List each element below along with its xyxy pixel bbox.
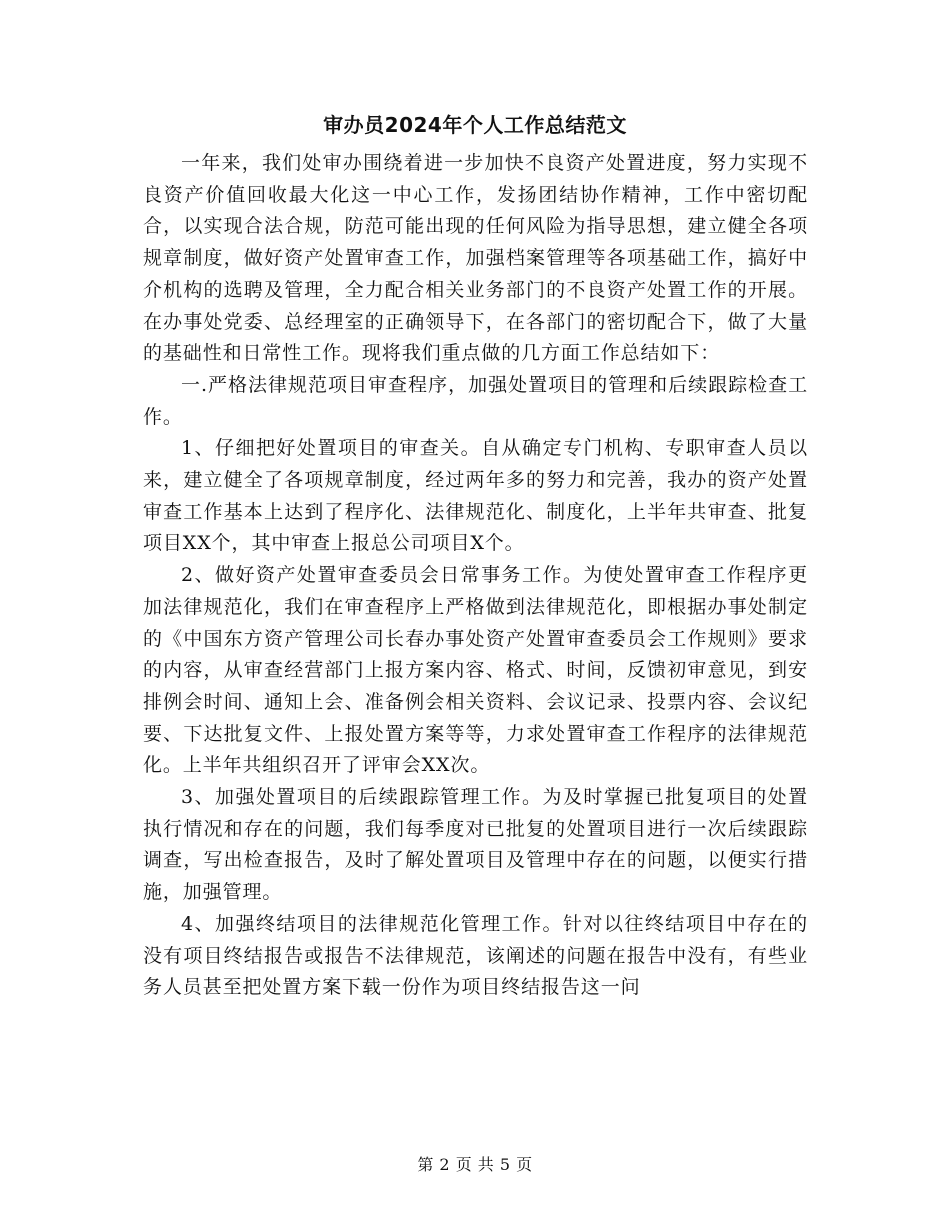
paragraph-item-4: 4、加强终结项目的法律规范化管理工作。针对以往终结项目中存在的没有项目终结报告或报告不法律规范，该阐述的问题在报告中没有，有些业务人员甚至把处置方案下载一份作为项目终结报告这一问 <box>143 912 808 999</box>
paragraph-section-1-heading: 一.严格法律规范项目审查程序，加强处置项目的管理和后续跟踪检查工作。 <box>143 373 808 428</box>
page-number-footer: 第 2 页 共 5 页 <box>417 1155 533 1174</box>
paragraph-item-3: 3、加强处置项目的后续跟踪管理工作。为及时掌握已批复项目的处置执行情况和存在的问题，我们每季度对已批复的处置项目进行一次后续跟踪调查，写出检查报告，及时了解处置项目及管理中存在的问题，以便实行措施，加强管理。 <box>143 786 808 904</box>
page-title: 审办员2024年个人工作总结范文 <box>323 113 627 137</box>
paragraph-item-1: 1、仔细把好处置项目的审查关。自从确定专门机构、专职审查人员以来，建立健全了各项规章制度，经过两年多的努力和完善，我办的资产处置审查工作基本上达到了程序化、法律规范化、制度化，上半年共审查、批复项目XX个，其中审查上报总公司项目X个。 <box>143 437 808 555</box>
document-body <box>143 148 808 1004</box>
paragraph-intro: 一年来，我们处审办围绕着进一步加快不良资产处置进度，努力实现不良资产价值回收最大化这一中心工作，发扬团结协作精神，工作中密切配合，以实现合法合规，防范可能出现的任何风险为指导思想，建立健全各项规章制度，做好资产处置审查工作，加强档案管理等各项基础工作，搞好中介机构的选聘及管理，全力配合相关业务部门的不良资产处置工作的开展。在办事处党委、总经理室的正确领导下，在各部门的密切配合下，做了大量的基础性和日常性工作。现将我们重点做的几方面工作总结如下： <box>143 152 808 365</box>
paragraph-item-2: 2、做好资产处置审查委员会日常事务工作。为使处置审查工作程序更加法律规范化，我们在审查程序上严格做到法律规范化，即根据办事处制定的《中国东方资产管理公司长春办事处资产处置审查委员会工作规则》要求的内容，从审查经营部门上报方案内容、格式、时间，反馈初审意见，到安排例会时间、通知上会、准备例会相关资料、会议记录、投票内容、会议纪要、下达批复文件、上报处置方案等等，力求处置审查工作程序的法律规范化。上半年共组织召开了评审会XX次。 <box>143 564 808 777</box>
